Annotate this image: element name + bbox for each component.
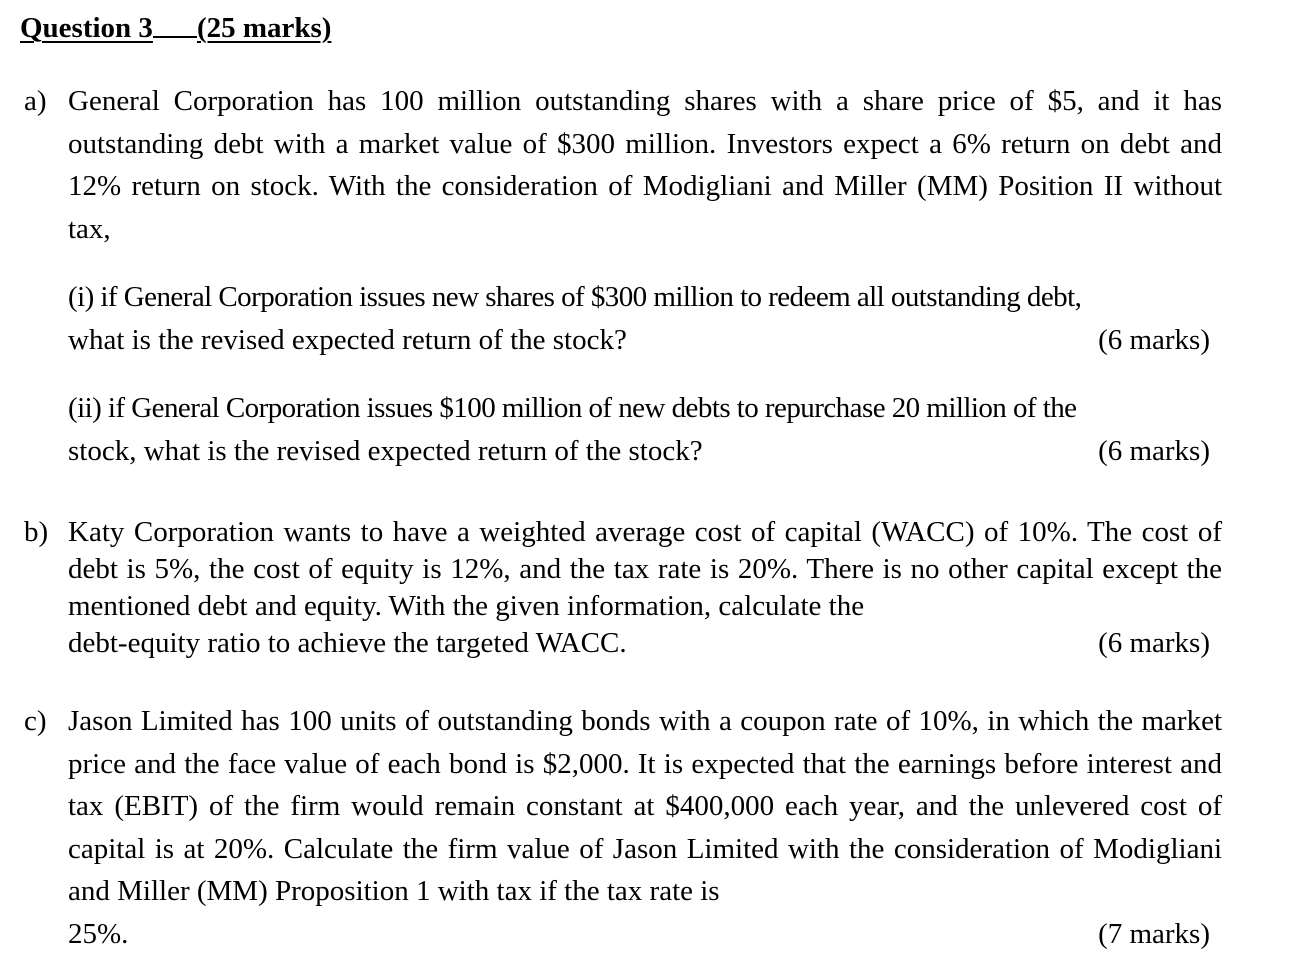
part-c-last-line: 25%. xyxy=(68,917,129,950)
part-b-marks: (6 marks) xyxy=(1098,627,1210,659)
part-b-last-row xyxy=(68,625,1210,662)
heading-underline-gap xyxy=(153,12,197,38)
question-heading xyxy=(20,12,331,45)
part-a-sub-ii-marks: (6 marks) xyxy=(1098,435,1210,467)
part-a-sub-ii xyxy=(68,387,1210,473)
part-c-body xyxy=(68,700,1222,955)
part-b-last-line: debt-equity ratio to achieve the targeted WACC. xyxy=(68,627,627,659)
part-b-text: Katy Corporation wants to have a weighted average cost of capital (WACC) of 10%. The cost of debt is 5%, the cost of equity is 12%, and the tax rate is 20%. There is no other capital except the mentioned debt and equity. With the given information, calculate the xyxy=(68,516,1222,622)
part-c-text: Jason Limited has 100 units of outstanding bonds with a coupon rate of 10%, in which the market price and the face value of each bond is $2,000. It is expected that the earnings before interest and tax (EBIT) of the firm would remain constant at $400,000 each year, and the unlevered cost of capital is at 20%. Calculate the firm value of Jason Limited with the consideration of Modigliani and Miller (MM) Proposition 1 with tax if the tax rate is xyxy=(68,705,1222,907)
question-total-marks: (25 marks) xyxy=(196,12,332,44)
part-a-sub-ii-line2: stock, what is the revised expected return of the stock? xyxy=(68,435,703,467)
part-a-sub-ii-line1: (ii) if General Corporation issues $100 million of new debts to repurchase 20 million of the xyxy=(68,392,1077,424)
part-a-sub-i-marks: (6 marks) xyxy=(1098,324,1210,356)
part-a-text: General Corporation has 100 million outstanding shares with a share price of $5, and it has outstanding debt with a market value of $300 million. Investors expect a 6% return on debt and 12% return on stock. With the consideration of Modigliani and Miller (MM) Position II without tax, xyxy=(68,85,1222,245)
part-c-marks: (7 marks) xyxy=(1098,917,1210,950)
part-b-label: b) xyxy=(24,516,49,548)
part-c-label: c) xyxy=(24,705,47,737)
part-a-sub-i xyxy=(68,276,1210,362)
part-a-sub-i-line2: what is the revised expected return of the stock? xyxy=(68,324,627,356)
part-c-last-row xyxy=(68,913,1210,956)
part-a-label: a) xyxy=(24,85,47,117)
part-b-body xyxy=(68,514,1222,662)
question-title: Question 3 xyxy=(20,12,153,44)
part-a-sub-i-line1: (i) if General Corporation issues new shares of $300 million to redeem all outstanding debt, xyxy=(68,281,1082,313)
